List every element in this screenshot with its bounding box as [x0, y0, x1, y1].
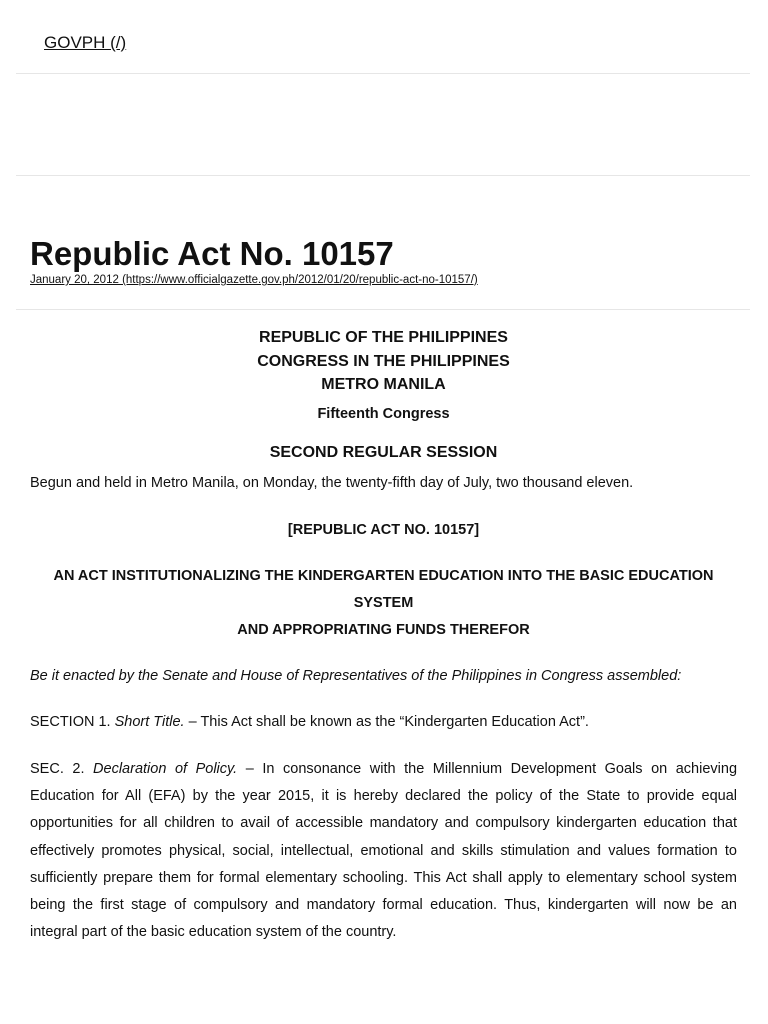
congress-number: Fifteenth Congress	[317, 405, 450, 422]
heading-republic: REPUBLIC OF THE PHILIPPINES	[259, 329, 508, 346]
document-heading	[30, 326, 737, 464]
page-title: Republic Act No. 10157	[30, 235, 394, 272]
section-2-text: – In consonance with the Millennium Development Goals on achieving Education for All (EFA) by the year 2015, it is hereby declared the policy of the State to provide equal opportunities for all children to avail of accessible mandatory and compulsory kindergarten education that effectively promotes physical, social, intellectual, emotional and skills stimulation and values formation to sufficiently prepare them for formal elementary schooling. This Act shall apply to elementary school system being the first stage of compulsory and mandatory formal education. Thus, kindergarten will now be an integral part of the basic education system of the country.	[30, 760, 738, 941]
banner-area	[16, 74, 750, 176]
article-header	[16, 176, 750, 310]
republic-act-number: [REPUBLIC ACT NO. 10157]	[287, 521, 480, 538]
article-content	[30, 326, 737, 947]
section-1	[30, 709, 737, 736]
enacting-clause: Be it enacted by the Senate and House of Representatives of the Philippines in Congress assembled:	[30, 668, 682, 685]
begun-paragraph: Begun and held in Metro Manila, on Monday, the twenty-fifth day of July, two thousand eleven.	[30, 474, 634, 491]
top-nav-bar	[16, 0, 750, 74]
govph-link[interactable]: GOVPH (/)	[44, 33, 127, 52]
section-1-heading: Short Title.	[114, 714, 185, 731]
act-title	[30, 563, 737, 644]
section-1-text: – This Act shall be known as the “Kindergarten Education Act”.	[184, 714, 589, 731]
section-2-heading: Declaration of Policy.	[93, 760, 238, 777]
session-title: SECOND REGULAR SESSION	[269, 443, 498, 461]
date-link[interactable]: January 20, 2012 (https://www.officialgazette.gov.ph/2012/01/20/republic-act-no-10157/)	[30, 274, 478, 286]
heading-location: METRO MANILA	[321, 376, 446, 393]
section-2-prefix: SEC. 2.	[30, 760, 94, 777]
act-title-line-2: AND APPROPRIATING FUNDS THEREFOR	[237, 622, 530, 639]
heading-congress: CONGRESS IN THE PHILIPPINES	[257, 352, 510, 370]
section-2	[30, 756, 737, 947]
act-title-line-1: AN ACT INSTITUTIONALIZING THE KINDERGARTEN EDUCATION INTO THE BASIC EDUCATION SYSTEM	[53, 568, 714, 612]
section-1-prefix: SECTION 1.	[30, 714, 115, 731]
